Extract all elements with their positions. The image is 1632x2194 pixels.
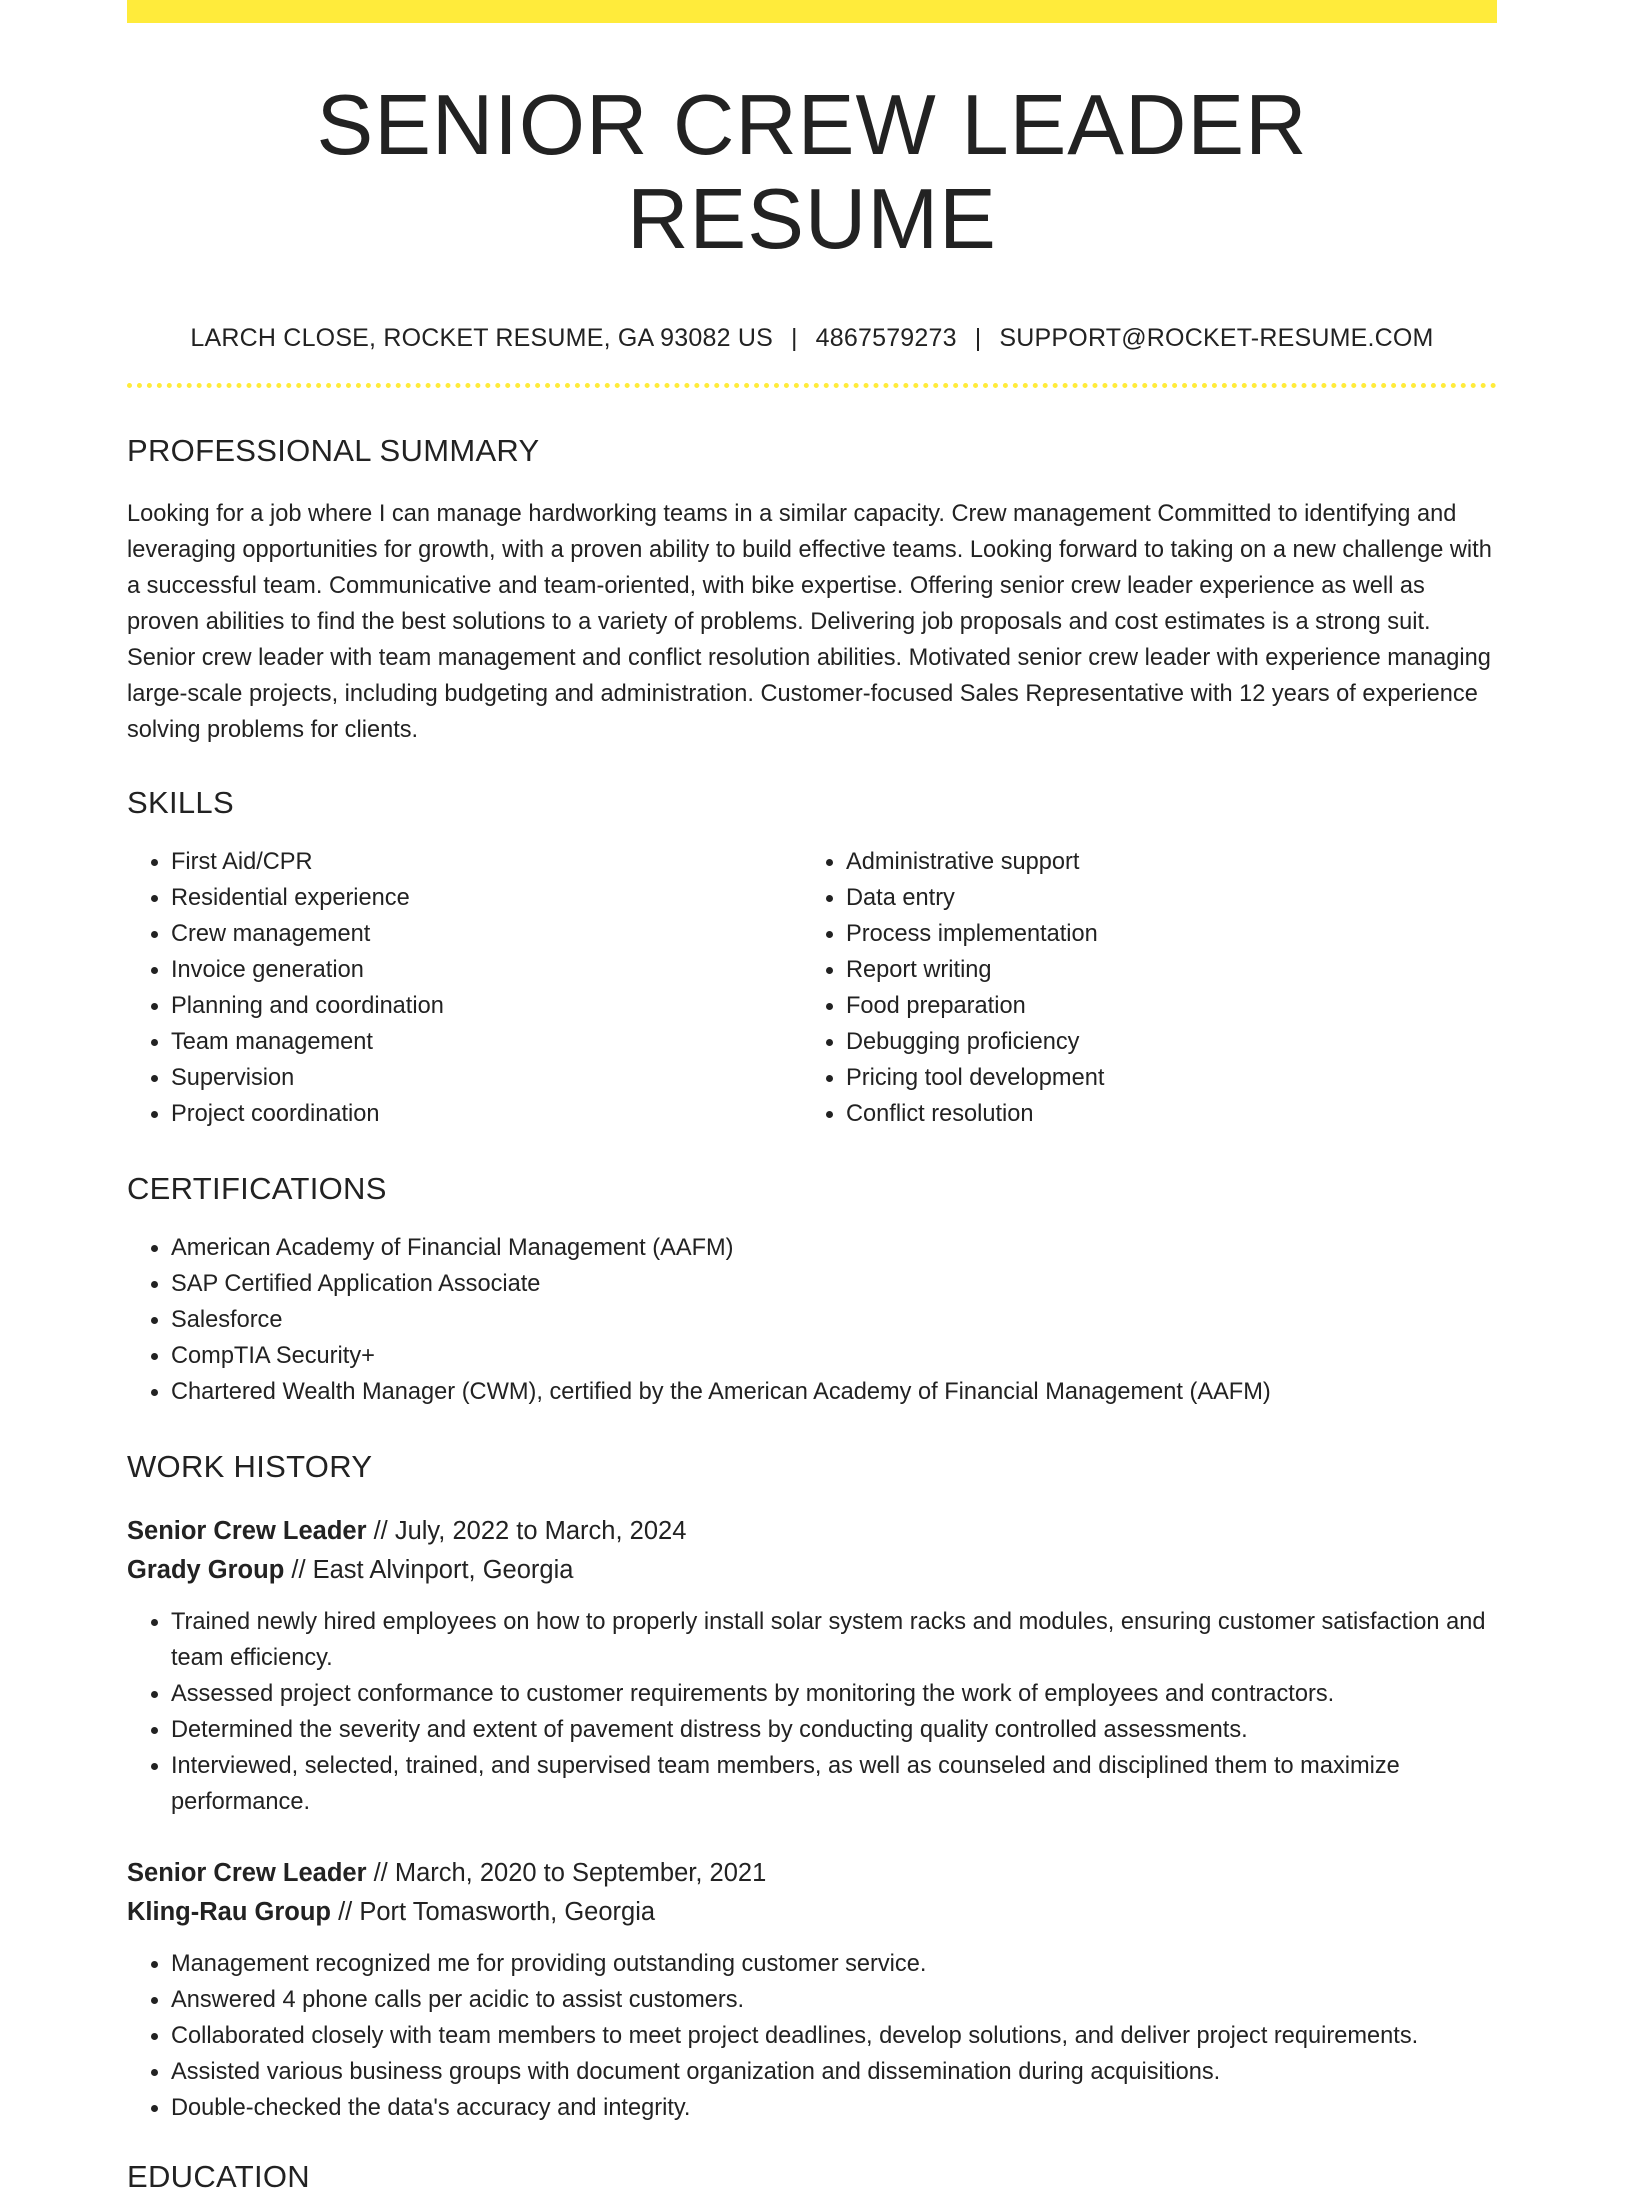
- skill-item: • Report writing: [846, 952, 1477, 988]
- certifications-list: [127, 1230, 1497, 1410]
- summary-heading: PROFESSIONAL SUMMARY: [127, 433, 540, 468]
- job-company: Kling-Rau Group: [127, 1898, 331, 1927]
- job-bullet: • Trained newly hired employees on how to properly install solar system racks and modules, ensuring customer satisfaction and team efficiency.: [171, 1604, 1497, 1676]
- certifications-heading: CERTIFICATIONS: [127, 1171, 387, 1207]
- skill-item: • Crew management: [171, 916, 802, 952]
- job-bullet: • Double-checked the data's accuracy and integrity.: [171, 2090, 1497, 2126]
- job-bullet: • Management recognized me for providing outstanding customer service.: [171, 1946, 1497, 1982]
- skill-item: • Process implementation: [846, 916, 1477, 952]
- skill-item: • First Aid/CPR: [171, 844, 802, 880]
- job-bullets: [127, 1604, 1497, 1820]
- skill-item: • Conflict resolution: [846, 1096, 1477, 1132]
- work-history-heading: WORK HISTORY: [127, 1449, 373, 1485]
- contact-email: SUPPORT@ROCKET-RESUME.COM: [999, 324, 1434, 352]
- job-entry: [127, 1512, 1497, 1820]
- contact-separator: |: [790, 324, 798, 352]
- job-company-line: [127, 1893, 1497, 1932]
- skill-item: • Food preparation: [846, 988, 1477, 1024]
- skill-item: • Data entry: [846, 880, 1477, 916]
- summary-text: Looking for a job where I can manage hardworking teams in a similar capacity. Crew management Committed to identifying and leveraging opportunities for growth, with a proven ability to build effective teams. Looking forward to taking on a new challenge with a successful team. Communicative and team-oriented, with bike expertise. Offering senior crew leader experience as well as proven abilities to find the best solutions to a variety of problems. Delivering job proposals and cost estimates is a strong suit. Senior crew leader with team management and conflict resolution abilities. Motivated senior crew leader with experience managing large-scale projects, including budgeting and administration. Customer-focused Sales Representative with 12 years of experience solving problems for clients.: [127, 501, 1492, 744]
- skills-column-left: [127, 844, 802, 1132]
- job-entry: [127, 1854, 1497, 2126]
- certification-item: • SAP Certified Application Associate: [171, 1266, 1497, 1302]
- skills-heading: SKILLS: [127, 785, 234, 821]
- dotted-divider: [127, 383, 1497, 388]
- skill-item: • Administrative support: [846, 844, 1477, 880]
- certification-item: • Salesforce: [171, 1302, 1497, 1338]
- job-role: Senior Crew Leader: [127, 1859, 367, 1888]
- job-location: // East Alvinport, Georgia: [284, 1556, 574, 1585]
- skills-list: [127, 844, 1497, 1132]
- job-role-line: [127, 1854, 1497, 1893]
- job-dates: // March, 2020 to September, 2021: [366, 1859, 767, 1888]
- resume-title: SENIOR CREW LEADER RESUME: [316, 78, 1308, 267]
- job-bullet: • Interviewed, selected, trained, and supervised team members, as well as counseled and disciplined them to maximize performance.: [171, 1748, 1497, 1820]
- job-location: // Port Tomasworth, Georgia: [330, 1898, 656, 1927]
- job-role: Senior Crew Leader: [127, 1517, 367, 1546]
- certification-item: • CompTIA Security+: [171, 1338, 1497, 1374]
- skill-item: • Residential experience: [171, 880, 802, 916]
- job-bullet: • Answered 4 phone calls per acidic to assist customers.: [171, 1982, 1497, 2018]
- job-dates: // July, 2022 to March, 2024: [366, 1517, 687, 1546]
- contact-address: LARCH CLOSE, ROCKET RESUME, GA 93082 US: [190, 324, 773, 352]
- skills-column-right: [802, 844, 1477, 1132]
- contact-line: [127, 324, 1497, 353]
- skill-item: • Invoice generation: [171, 952, 802, 988]
- skill-item: • Supervision: [171, 1060, 802, 1096]
- job-bullet: • Assessed project conformance to customer requirements by monitoring the work of employees and contractors.: [171, 1676, 1497, 1712]
- resume-page: [127, 0, 1497, 2194]
- skill-item: • Pricing tool development: [846, 1060, 1477, 1096]
- skill-item: • Team management: [171, 1024, 802, 1060]
- contact-separator: |: [974, 324, 982, 352]
- skill-item: • Debugging proficiency: [846, 1024, 1477, 1060]
- job-company: Grady Group: [127, 1556, 285, 1585]
- contact-phone: 4867579273: [815, 324, 957, 352]
- accent-top-bar: [127, 0, 1497, 23]
- job-company-line: [127, 1551, 1497, 1590]
- job-bullet: • Determined the severity and extent of pavement distress by conducting quality controlled assessments.: [171, 1712, 1497, 1748]
- skill-item: • Planning and coordination: [171, 988, 802, 1024]
- job-bullets: [127, 1946, 1497, 2126]
- certification-item: • Chartered Wealth Manager (CWM), certified by the American Academy of Financial Management (AAFM): [171, 1374, 1497, 1410]
- job-bullet: • Collaborated closely with team members to meet project deadlines, develop solutions, and deliver project requirements.: [171, 2018, 1497, 2054]
- certification-item: • American Academy of Financial Management (AAFM): [171, 1230, 1497, 1266]
- skill-item: • Project coordination: [171, 1096, 802, 1132]
- education-heading: EDUCATION: [127, 2159, 310, 2194]
- job-bullet: • Assisted various business groups with document organization and dissemination during acquisitions.: [171, 2054, 1497, 2090]
- job-role-line: [127, 1512, 1497, 1551]
